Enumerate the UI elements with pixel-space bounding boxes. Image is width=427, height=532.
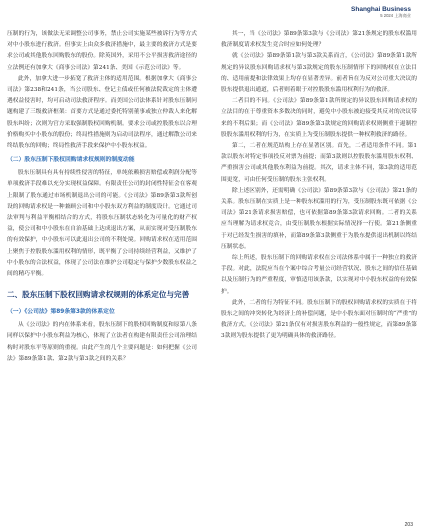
subsection-heading: （二）股东压制下股权回购请求权规则的制度动能 bbox=[7, 157, 135, 164]
right-paragraph-1: 其一，当《公司法》第89条第3款与《公司法》第21条规定的股东权滥用救济制度请求权发生竞合时应如何处理？ bbox=[221, 31, 417, 49]
publication-name: Shanghai Business bbox=[351, 6, 411, 13]
right-paragraph-5: 除上述区别外，还需明确《公司法》第89条第3款与《公司法》第21条的关系。股东压制在实质上是一种股东权滥用的行为，受压制股东既可依据《公司法》第21条请求损害赔偿，也可依据第89条第3款请求回购。二者的关系应当理解为请求权竞合，由受压制股东根据实际情况择一行使。第21条侧重于对已经发生损害的填补，而第89条第3款侧重于为股东提供退出机制以终结压制状态。 bbox=[221, 187, 417, 250]
left-paragraph-1: 压制的行为，该做法无采调整公司事务，禁止公司实施某些被诉行为等方式对中小股东进行救济。但事实上由众多救济措施中，最主要的救济方式是要求公司或其他股东回购股东的股份。除英国外，采用不公平损害救济途径的立法例还有加拿大《商事公司法》第241条、美国《示范公司法》等。 bbox=[7, 31, 197, 71]
right-paragraph-2: 就《公司法》第89条第1款与第3款关系而言，《公司法》第89条第1款所规定的异议股东回购请求权与第3款规定的股东压制情形下的回购权在立法目的、适用前提和法律效果上均存在显著差异。前者旨在为反对公司重大决议的股东提供退出通道，后者则着眼于对控股股东滥用权利行为的救济。 bbox=[221, 53, 417, 94]
page-number: 203 bbox=[404, 522, 413, 528]
left-column bbox=[7, 29, 197, 365]
section-heading: 二、股东压制下股权回购请求权规则的体系定位与完善 bbox=[7, 290, 190, 300]
right-paragraph-3: 二者目的不同。《公司法》第89条第1款所规定的异议股东回购请求权的立法目的在于尊重资本多数决的同时，避免中小股东被迫接受其反对的决议带来的不利后果；而《公司法》第89条第3款规定的回购请求权则侧重于遏制控股股东滥用权利的行为，在实质上为受压制股东提供一种权利救济的路径。 bbox=[221, 98, 417, 138]
subsection-heading-2: （一）《公司法》第89条第3款的体系定位 bbox=[7, 309, 115, 316]
left-paragraph-4: 从《公司法》的内在体系来看，股东压制下的股权回购制度和原第八条同样以保护中小股东利益为核心，体现了立法者在构建有限责任公司治理结构时对股东平等原则的重视。由此产生的几个主要问题是：如何把握《公司法》第89条第1款、第2款与第3款之间的关系？ bbox=[7, 322, 197, 362]
right-column bbox=[221, 29, 417, 343]
issue-label: 5 2024 上海商业 bbox=[380, 13, 411, 18]
right-paragraph-6: 综上所述，股东压制下的回购请求权在公司法体系中属于一种独立的救济手段。对此，法院应当在个案中综合考量公司经营状况、股东之间的信任基础以及压制行为的严重程度，审慎适用该条款，以实现对中小股东权益的有效保护。 bbox=[221, 255, 417, 295]
left-paragraph-3: 股东压制具有具有持续性侵害的特征，单纯依赖损害赔偿或利润分配等单项救济手段难以充分实现权益保障。有限责任公司的封闭性特征会在客观上限制了股东通过市场机制退出公司的可能。《公司法》第89条第3款所创设的回购请求权是一种兼顾公司和中小股东双方利益的制度设计。它通过司法审判与利益平衡相结合的方式，将股东压制状态转化为可量化的财产权益，使公司和中小股东在自治基础上达成退出方案，从而实现对受压制股东的有效保护，中小股东可以此退出公司的不利处境。回购请求权在适用范围上聚焦于控股股东滥用权利的情形，既平衡了公司持续经营利益，又维护了中小股东的合法权益，体现了公司法在维护公司稳定与保护少数股东权益之间的精巧平衡。 bbox=[7, 170, 197, 278]
left-paragraph-2: 此外，加拿大进一步拓宽了救济主体的适用范围。根据加拿大《商事公司法》第238和241条，当公司股东、登记主债或任何被法院裁定的主体遭遇权益侵害时，均可启动司法救济程序。而美国公司法体系针对股东压制问题构建了三级救济框架：首要方式是通过委托特别董事或独立仲裁人来化解股东纠纷；次则为官方采取强制股权回购机制。要求公司或控股股东以合理价格购买中小股东的股份；终局性措施则为启动司法程序，通过解散公司来终结股东的回购；终局性救济手段来保护中小股东权益。 bbox=[7, 75, 197, 150]
right-paragraph-7: 此外，二者的行为特征不同。股东压制下的股权回购请求权的实质在于将股东之间的冲突转化为经济上的补偿问题，是中小股东面对压制时的“严重”的救济方式。《公司法》第21条仅有对损害股东利益的一般性规定，而第89条第3款则为股东提供了更为明确具体的救济路径。 bbox=[221, 299, 417, 340]
masthead bbox=[351, 6, 411, 18]
right-paragraph-4: 第二，二者在规范结构上存在显著区别。首先，二者适用条件不同。第1款以股东对特定事项投反对票为前提；而第3款则以控股股东滥用股东权利、严重损害公司或其他股东利益为前提。其次，请求主体不同，第3款的适用范围更宽，可由任何受压制的股东主张权利。 bbox=[221, 143, 417, 183]
